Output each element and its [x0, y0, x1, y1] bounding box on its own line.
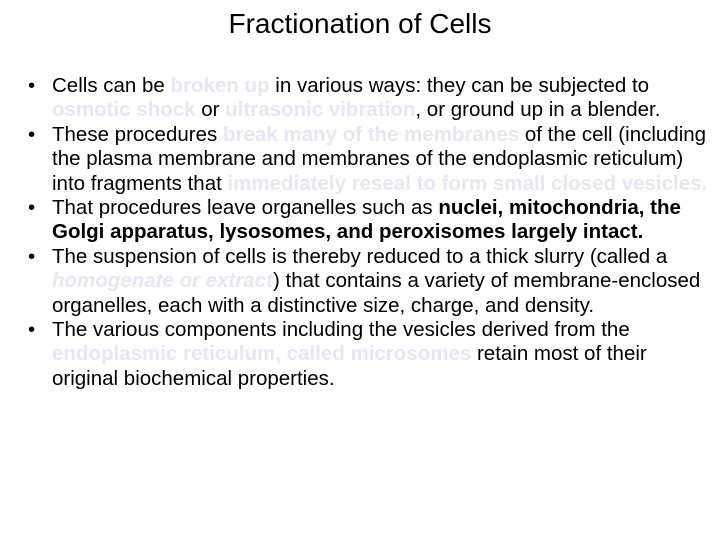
bold-text: nuclei, mitochondria, the Golgi apparatus, lysosomes, and peroxisomes largely intact.	[52, 196, 681, 244]
bullet-item-1	[28, 74, 718, 123]
bullet-item-2	[28, 123, 718, 196]
bullet-text: retain most of their original biochemical properties.	[52, 342, 647, 390]
bullet-text: or	[195, 98, 226, 122]
highlight-text: endoplasmic reticulum, called microsomes	[52, 342, 472, 366]
bullet-text: Cells can be	[52, 74, 171, 97]
bullet-text: , or ground up in a blender.	[415, 98, 661, 122]
bullet-item-4	[28, 245, 718, 318]
highlight-text: immediately reseal to form small closed vesicles.	[227, 171, 708, 195]
highlight-text: ultrasonic vibration	[225, 98, 416, 122]
bullet-text: These procedures	[52, 122, 223, 146]
bullet-item-5	[28, 318, 718, 391]
bullet-item-3	[28, 196, 718, 245]
bullet-text: The various components including the vesicles derived from the	[52, 318, 630, 342]
bullet-list	[28, 74, 718, 391]
highlight-text: broken up	[170, 74, 270, 97]
highlight-text: homogenate or extract	[52, 269, 273, 293]
bullet-text: of the cell (including the plasma membrane and membranes of the endoplasmic reticulum) into fragments that	[52, 122, 707, 195]
highlight-text: break many of the membranes	[222, 122, 520, 146]
bullet-text: in various ways: they can be subjected to	[269, 74, 650, 97]
bullet-text: That procedures leave organelles such as	[52, 196, 439, 220]
bullet-text: The suspension of cells is thereby reduced to a thick slurry (called a	[52, 244, 668, 268]
highlight-text: osmotic shock	[52, 98, 196, 122]
bullet-text: ) that contains a variety of membrane-enclosed organelles, each with a distinctive size, charge, and density.	[52, 269, 701, 317]
slide-title: Fractionation of Cells	[228, 8, 492, 39]
